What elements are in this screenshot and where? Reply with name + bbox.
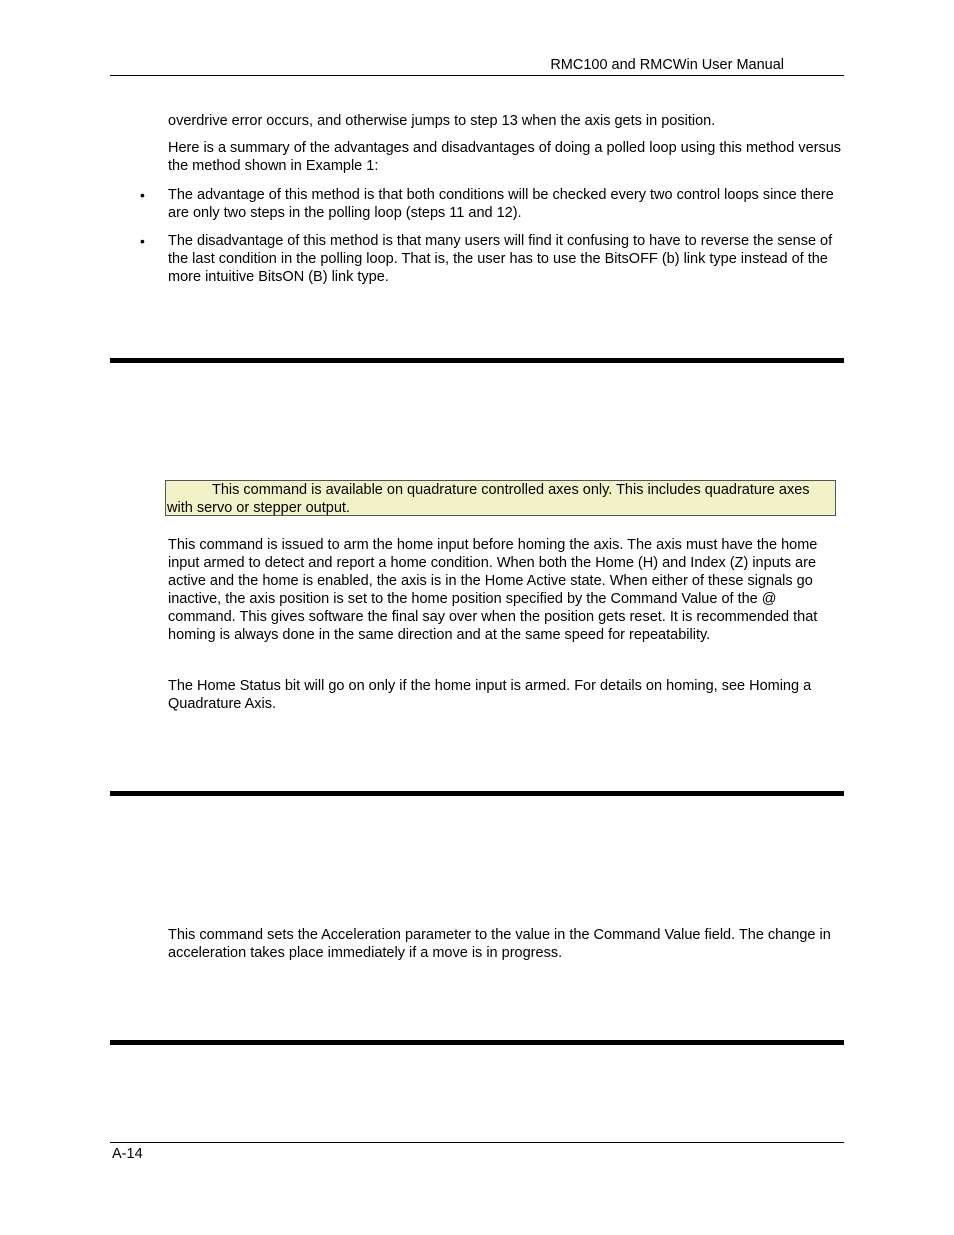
note-text: This command is available on quadrature controlled axes only. This includes quadrature axes with servo or stepper output. xyxy=(167,482,810,516)
section-divider-3 xyxy=(110,1040,844,1045)
section-divider-1 xyxy=(110,358,844,363)
section-divider-2 xyxy=(110,791,844,796)
bullet-advantage: The advantage of this method is that both conditions will be checked every two control loops since there are only two steps in the polling loop (steps 11 and 12). xyxy=(168,187,834,221)
page-number: A-14 xyxy=(112,1146,143,1162)
bullet-marker-1: • xyxy=(140,187,145,203)
home-status-note: The Home Status bit will go on only if the home input is armed. For details on homing, see Homing a Quadrature Axis. xyxy=(168,678,812,712)
set-acceleration-description: This command sets the Acceleration parameter to the value in the Command Value field. The change in acceleration takes place immediately if a move is in progress. xyxy=(168,927,831,961)
intro-continuation: overdrive error occurs, and otherwise jumps to step 13 when the axis gets in position. xyxy=(168,113,716,129)
intro-summary: Here is a summary of the advantages and disadvantages of doing a polled loop using this method versus the method shown in Example 1: xyxy=(168,140,842,174)
bullet-disadvantage: The disadvantage of this method is that many users will find it confusing to have to reverse the sense of the last condition in the polling loop. That is, the user has to use the BitsOFF (b) link type instead of the more intuitive BitsON (B) link type. xyxy=(168,233,833,285)
arm-home-description: This command is issued to arm the home input before homing the axis. The axis must have the home input armed to detect and report a home condition. When both the Home (H) and Index (Z) inputs are active and the home is enabled, the axis is in the Home Active state. When either of these signals go inactive, the axis position is set to the home position specified by the Command Value of the @ command. This gives software the final say over when the position gets reset. It is recommended that homing is always done in the same direction and at the same speed for repeatability. xyxy=(168,537,818,643)
header-title: RMC100 and RMCWin User Manual xyxy=(550,57,784,73)
header-rule xyxy=(110,75,844,76)
bullet-marker-2: • xyxy=(140,233,145,249)
footer-rule xyxy=(110,1142,844,1143)
